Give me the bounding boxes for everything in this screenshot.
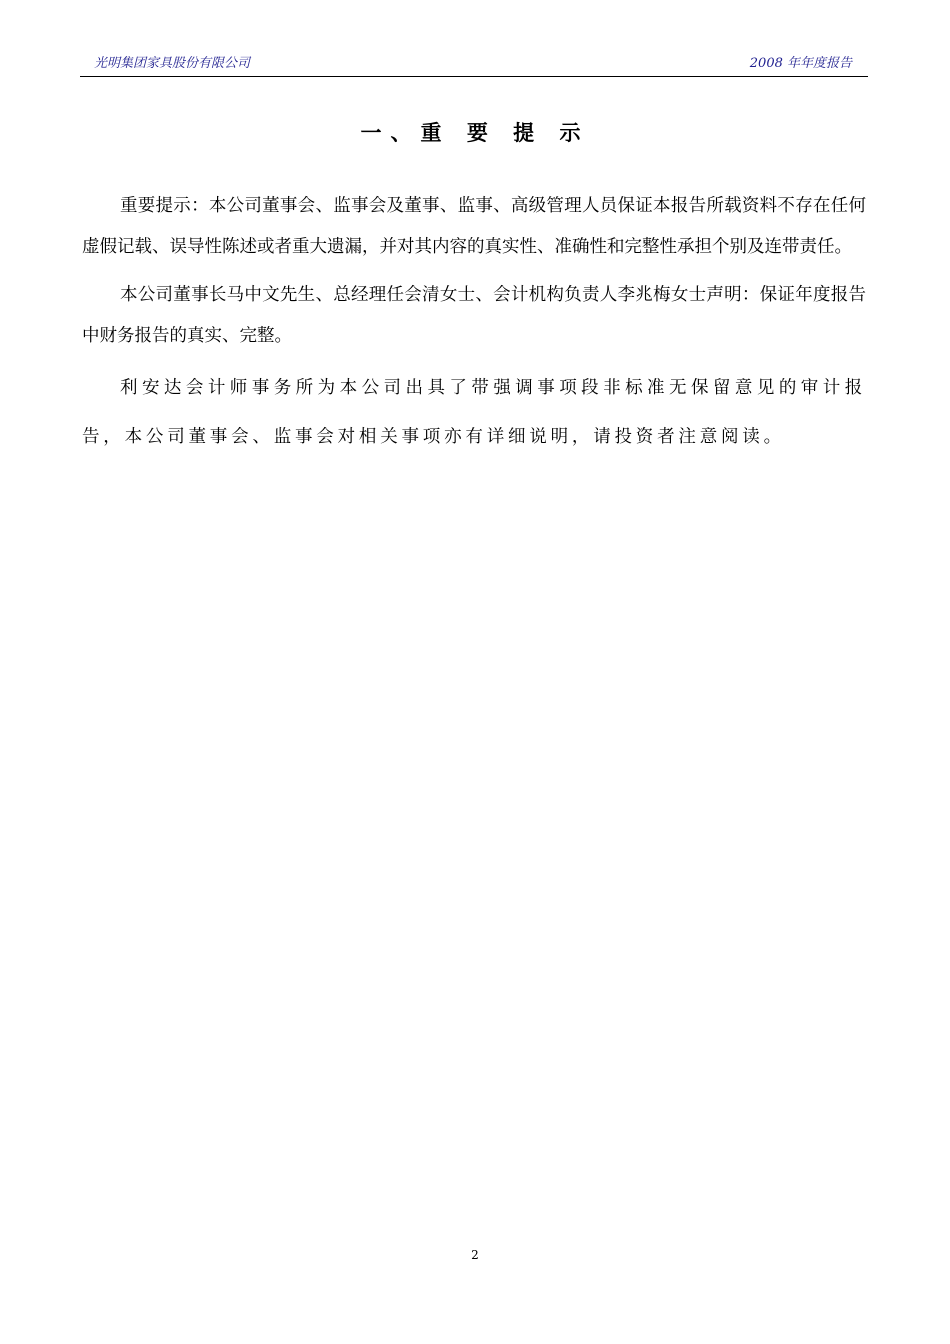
paragraph-executive-statement: 本公司董事长马中文先生、总经理任会清女士、会计机构负责人李兆梅女士声明：保证年度报告中财务报告的真实、完整。 <box>82 285 866 346</box>
page-header <box>80 54 868 77</box>
paragraph-important-notice: 重要提示：本公司董事会、监事会及董事、监事、高级管理人员保证本报告所载资料不存在任何虚假记载、误导性陈述或者重大遗漏，并对其内容的真实性、准确性和完整性承担个别及连带责任。 <box>82 196 866 257</box>
header-report-title: 2008 年年度报告 <box>749 56 852 71</box>
paragraph-audit-opinion: 利安达会计师事务所为本公司出具了带强调事项段非标准无保留意见的审计报告，本公司董事会、监事会对相关事项亦有详细说明，请投资者注意阅读。 <box>82 378 866 447</box>
section-title: 一、重 要 提 示 <box>360 121 590 145</box>
page-number: 2 <box>471 1248 479 1262</box>
header-company-name: 光明集团家具股份有限公司 <box>94 56 251 71</box>
body-text <box>82 186 866 469</box>
